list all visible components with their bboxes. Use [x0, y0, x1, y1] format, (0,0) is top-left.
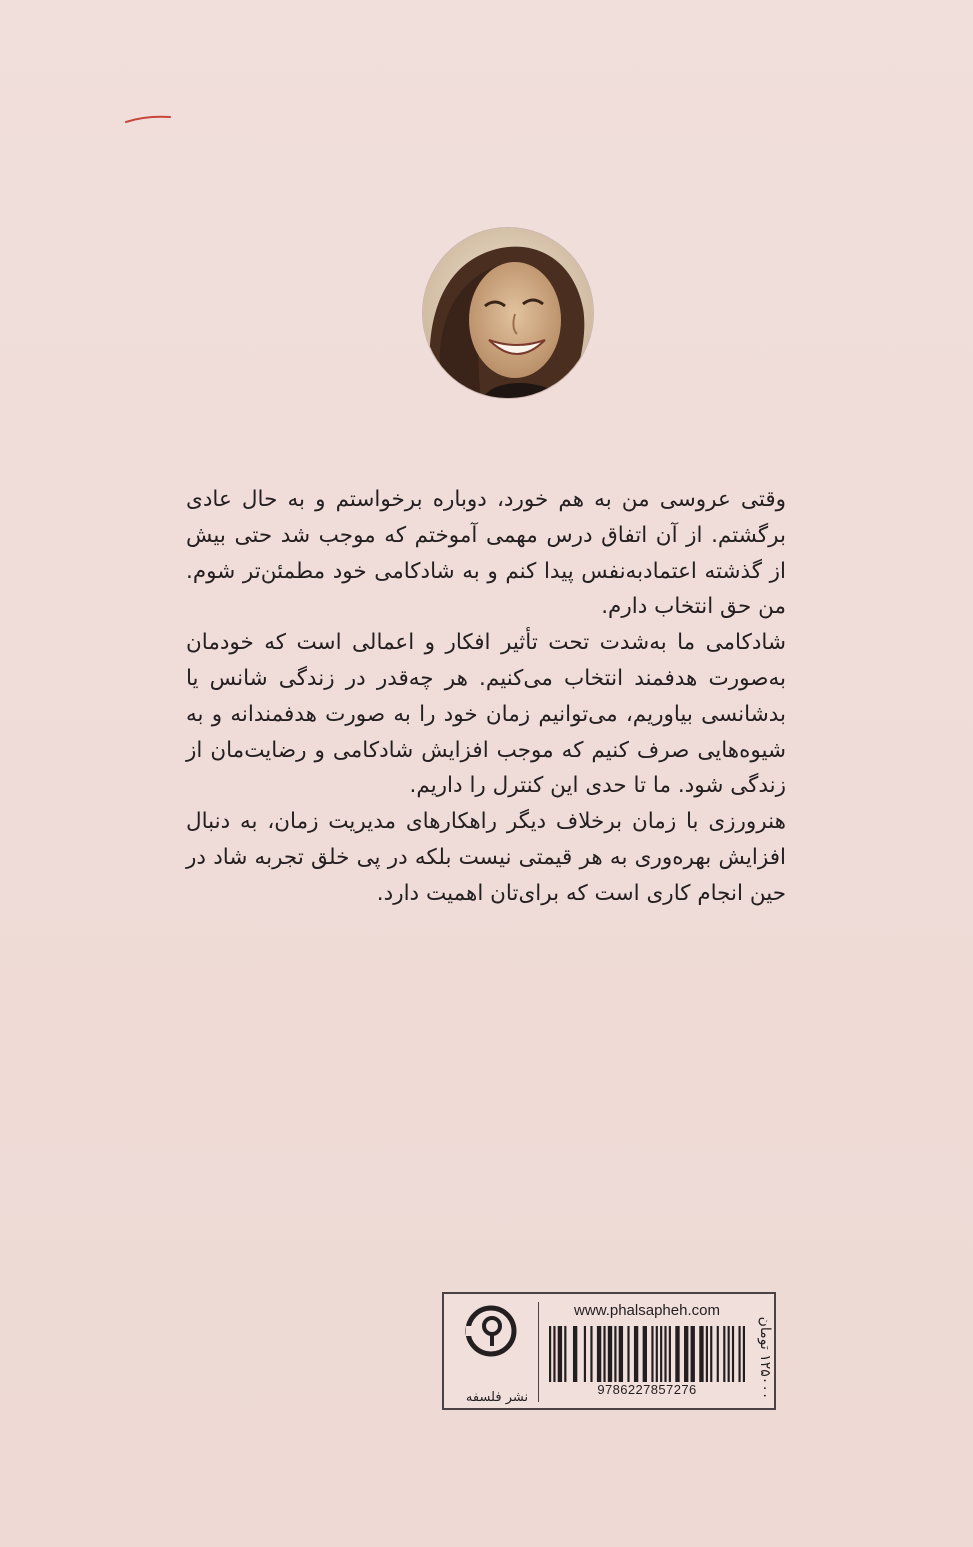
blurb-paragraph-3: هنرورزی با زمان برخلاف دیگر راهکارهای مدیریت زمان، به دنبال افزایش بهره‌وری به هر قیمتی نیست بلکه در پی خلق تجربه شاد در حین انجام کاری است که برای‌تان اهمیت دارد. [186, 809, 786, 906]
barcode-bar [684, 1326, 688, 1382]
barcode-bar [743, 1326, 745, 1382]
barcode-bar [691, 1326, 695, 1382]
publisher-info-box [442, 1292, 776, 1410]
barcode-bar [656, 1326, 658, 1382]
barcode-bar [608, 1326, 612, 1382]
barcode-bar [619, 1326, 623, 1382]
barcode-bar [651, 1326, 653, 1382]
barcode-bar [664, 1326, 666, 1382]
barcode-bar [643, 1326, 647, 1382]
isbn-number: 9786227857276 [597, 1382, 697, 1397]
barcode-bar [710, 1326, 712, 1382]
publisher-website: www.phalsapheh.com [574, 1302, 720, 1319]
divider [538, 1302, 539, 1402]
publisher-logo [452, 1304, 532, 1405]
author-portrait-image [423, 228, 593, 398]
barcode-bar [706, 1326, 708, 1382]
barcode-bar [564, 1326, 566, 1382]
back-cover-blurb [186, 482, 786, 912]
barcode-bar [603, 1326, 605, 1382]
barcode-bar [660, 1326, 662, 1382]
barcode-bar [627, 1326, 629, 1382]
publisher-name: نشر فلسفه [465, 1390, 529, 1405]
barcode-bar [717, 1326, 719, 1382]
barcode-bar [573, 1326, 577, 1382]
barcode-bar [723, 1326, 725, 1382]
barcode-bar [669, 1326, 671, 1382]
barcode-bar [738, 1326, 740, 1382]
barcode-bar [732, 1326, 734, 1382]
price-label: ۱۲۵۰۰۰ تومان [757, 1316, 773, 1400]
red-pen-mark [124, 114, 172, 124]
isbn-barcode [547, 1326, 747, 1382]
barcode-bar [558, 1326, 562, 1382]
barcode-bar [675, 1326, 679, 1382]
barcode-bar [634, 1326, 638, 1382]
barcode-bar [728, 1326, 730, 1382]
barcode-bar [597, 1326, 601, 1382]
blurb-paragraph-1: وقتی عروسی من به هم خورد، دوباره برخواستم و به حال عادی برگشتم. از آن اتفاق درس مهمی آموختم که موجب شد حتی بیش از گذشته اعتمادبه‌نفس پیدا کنم و به شادکامی خود مطمئن‌تر شوم. من حق انتخاب دارم. [186, 487, 786, 620]
barcode-bar [584, 1326, 586, 1382]
barcode-bar [614, 1326, 616, 1382]
barcode-bar [549, 1326, 551, 1382]
barcode-bar [553, 1326, 555, 1382]
barcode-bar [699, 1326, 703, 1382]
barcode-bar [590, 1326, 592, 1382]
author-photo [423, 228, 593, 398]
blurb-paragraph-2: شادکامی ما به‌شدت تحت تأثیر افکار و اعمالی است که خودمان به‌صورت هدفمند انتخاب می‌کنیم. هر چه‌قدر در زندگی شانس یا بدشانسی بیاوریم، می‌توانیم زمان خود را به صورت هدفمندانه و به شیوه‌هایی صرف کنیم که موجب افزایش شادکامی و رضایت‌مان از زندگی شود. ما تا حدی این کنترل را داریم. [186, 630, 786, 799]
phalsafeh-logo-icon [464, 1304, 518, 1358]
